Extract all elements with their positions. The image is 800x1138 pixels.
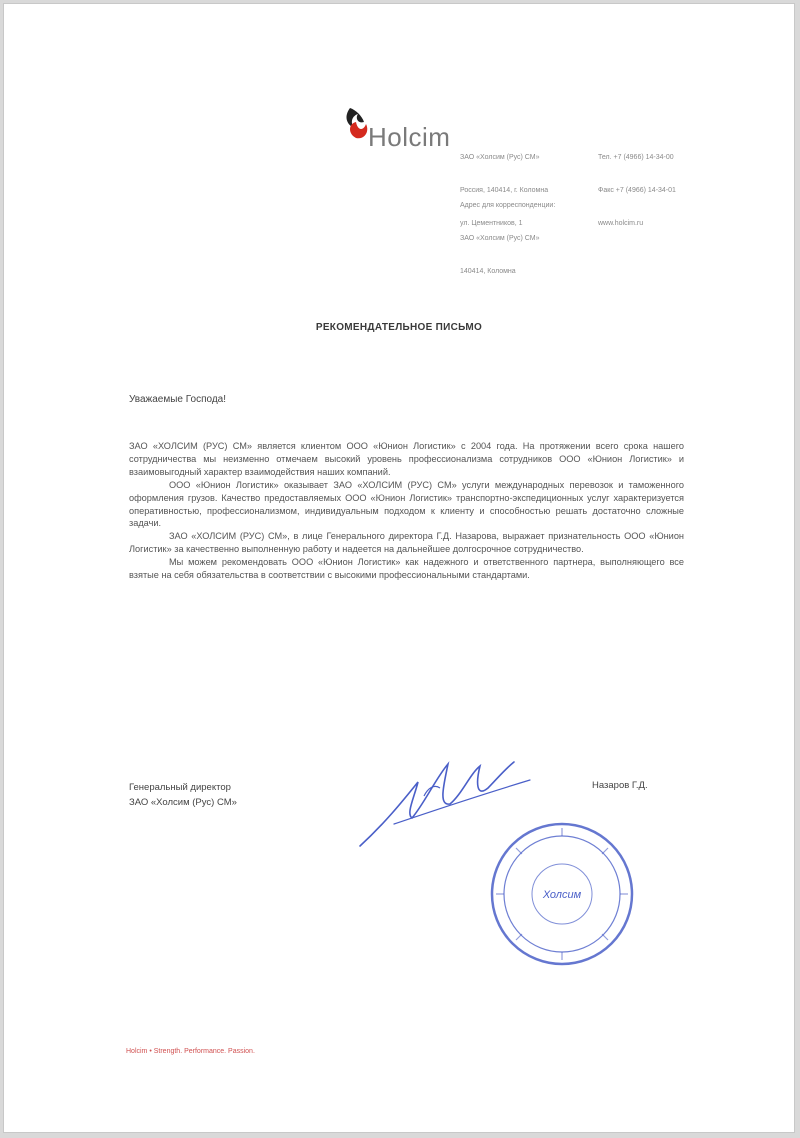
address-line: ул. Цементников, 1 [460,220,523,227]
address-line: 140414, Коломна [460,268,516,275]
signatory-company: ЗАО «Холсим (Рус) СМ» [129,797,237,808]
address-line: Россия, 140414, г. Коломна [460,187,549,194]
address-line: www.holcim.ru [598,220,644,227]
address-line: Адрес для корреспонденции: [460,202,556,209]
body-paragraph: ЗАО «ХОЛСИМ (РУС) СМ», в лице Генерального директора Г.Д. Назарова, выражает признательность ООО «Юнион Логистик» за качественно выполненную работу и надеется на дальнейшее долгосрочное сотрудничество. [129,531,684,555]
address-line: ЗАО «Холсим (Рус) СМ» [460,235,540,242]
address-line: Тел. +7 (4966) 14-34-00 [598,154,674,161]
company-seal [488,820,636,968]
letter-footer: Holcim • Strength. Performance. Passion. [126,1048,255,1055]
brand-wordmark: Holcim [368,122,451,152]
address-line: Факс +7 (4966) 14-34-01 [598,187,676,194]
signatory-position: Генеральный директор [129,782,231,793]
letter-title: РЕКОМЕНДАТЕЛЬНОЕ ПИСЬМО [315,322,483,333]
address-line: ЗАО «Холсим (Рус) СМ» [460,154,540,161]
signatory-block [129,780,237,810]
body-paragraph: ЗАО «ХОЛСИМ (РУС) СМ» является клиентом ООО «Юнион Логистик» с 2004 года. На протяжении всего срока нашего сотрудничества мы неизменно отмечаем высокий уровень профессионализма сотрудников ООО «Юнион Логистик» и взаимовыгодный характер взаимодействия наших компаний. [129,441,684,477]
salutation: Уважаемые Господа! [129,394,227,405]
body-paragraph: Мы можем рекомендовать ООО «Юнион Логистик» как надежного и ответственного партнера, выполняющего все взятые на себя обязательства в соответствии с высокими профессиональными стандартами. [129,557,684,581]
address-block-3 [460,178,555,299]
letter-body [129,440,684,582]
holcim-logo [342,104,462,160]
address-block-2 [598,130,676,251]
seal-center-text: Холсим [542,889,582,901]
signatory-name: Назаров Г.Д. [592,780,648,791]
body-paragraph: ООО «Юнион Логистик» оказывает ЗАО «ХОЛСИМ (РУС) СМ» услуги международных перевозок и таможенного оформления грузов. Качество предоставляемых ООО «Юнион Логистик» транспортно-экспедиционных услуг характеризуется оперативностью, профессионализмом, индивидуальным подходом к клиенту и способностью решать достаточно сложные задачи. [129,479,684,529]
letter-page [3,3,795,1133]
